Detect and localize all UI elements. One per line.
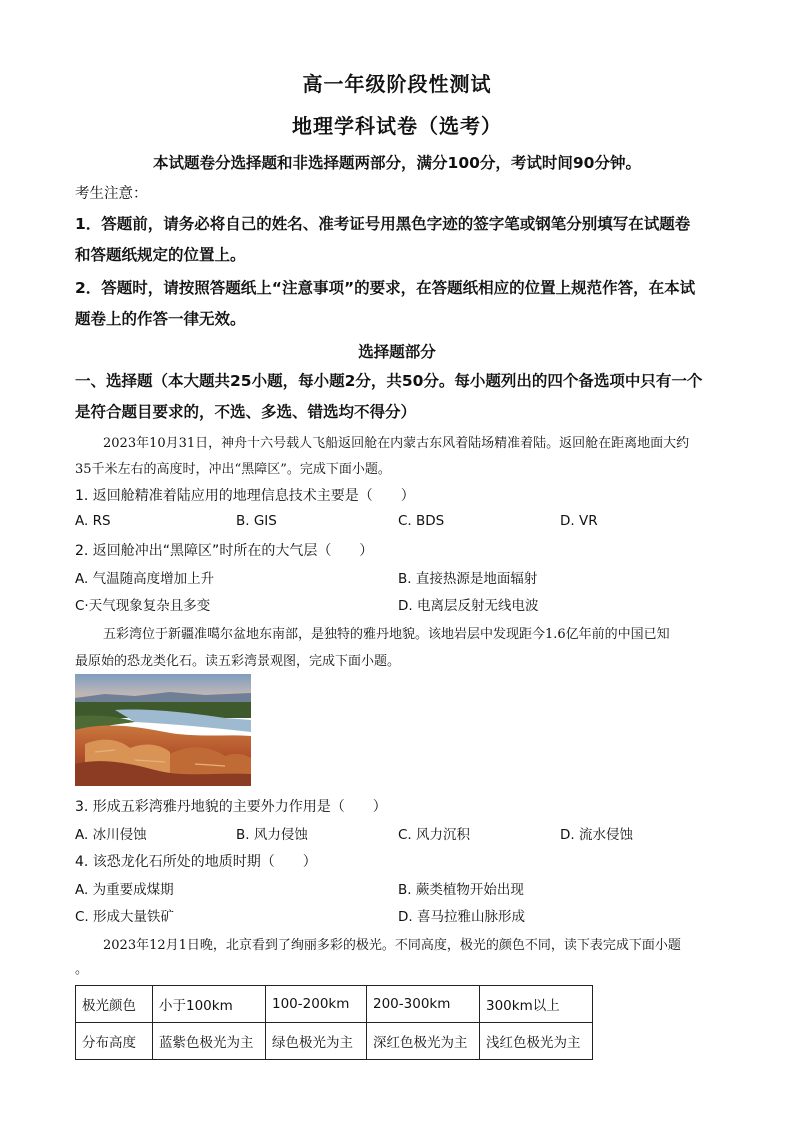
material-3-line-2: 。 (75, 962, 89, 977)
notice-item-1-line-2: 和答题纸规定的位置上。 (75, 246, 246, 264)
question-3-option-c: C. 风力沉积 (398, 827, 471, 843)
table-cell: 深红色极光为主 (367, 1023, 480, 1060)
question-3-option-d: D. 流水侵蚀 (560, 827, 633, 843)
wucaiwan-landscape-photo (75, 674, 251, 786)
table-cell: 极光颜色 (76, 986, 153, 1023)
material-2-line-1: 五彩湾位于新疆准噶尔盆地东南部，是独特的雅丹地貌。该地岩层中发现距今1.6亿年前的中国已知 (103, 627, 670, 642)
table-cell: 300km以上 (480, 986, 593, 1023)
table-row (76, 986, 593, 1023)
table-cell: 分布高度 (76, 1023, 153, 1060)
notice-heading: 考生注意： (75, 186, 148, 202)
question-1-option-c: C. BDS (398, 513, 445, 529)
section-title: 选择题部分 (358, 343, 436, 361)
section-instructions-line-1: 一、选择题（本大题共25小题，每小题2分，共50分。每小题列出的四个备选项中只有一个 (75, 372, 703, 390)
question-1-option-a: A. RS (75, 513, 111, 529)
question-2-stem: 2. 返回舱冲出“黑障区”时所在的大气层（ ） (75, 543, 374, 559)
exam-info: 本试题卷分选择题和非选择题两部分，满分100分，考试时间90分钟。 (153, 154, 641, 172)
question-4-option-a: A. 为重要成煤期 (75, 882, 174, 898)
question-4-option-b: B. 蕨类植物开始出现 (398, 882, 524, 898)
question-1-option-d: D. VR (560, 513, 598, 529)
question-3-option-b: B. 风力侵蚀 (236, 827, 308, 843)
question-2-option-d: D. 电离层反射无线电波 (398, 598, 539, 614)
page-subtitle: 地理学科试卷（选考） (292, 114, 502, 138)
question-2-option-b: B. 直接热源是地面辐射 (398, 571, 538, 587)
table-cell: 浅红色极光为主 (480, 1023, 593, 1060)
question-1-option-b: B. GIS (236, 513, 277, 529)
question-4-option-c: C. 形成大量铁矿 (75, 909, 175, 925)
page-title: 高一年级阶段性测试 (302, 72, 492, 96)
question-3-option-a: A. 冰川侵蚀 (75, 827, 147, 843)
table-cell: 100-200km (266, 986, 367, 1023)
aurora-table (75, 985, 593, 1060)
table-row (76, 1023, 593, 1060)
notice-item-2-line-2: 题卷上的作答一律无效。 (75, 310, 246, 328)
material-3-line-1: 2023年12月1日晚，北京看到了绚丽多彩的极光。不同高度，极光的颜色不同，读下表完成下面小题 (103, 938, 681, 953)
material-1-line-1: 2023年10月31日，神舟十六号载人飞船返回舱在内蒙古东风着陆场精准着陆。返回舱在距离地面大约 (103, 436, 690, 451)
question-4-stem: 4. 该恐龙化石所处的地质时期（ ） (75, 854, 317, 870)
question-2-option-c: C·天气现象复杂且多变 (75, 598, 211, 614)
question-2-option-a: A. 气温随高度增加上升 (75, 571, 215, 587)
section-instructions-line-2: 是符合题目要求的，不选、多选、错选均不得分） (75, 403, 417, 421)
table-cell: 绿色极光为主 (266, 1023, 367, 1060)
question-1-stem: 1. 返回舱精准着陆应用的地理信息技术主要是（ ） (75, 488, 415, 504)
notice-item-1-line-1: 1．答题前，请务必将自己的姓名、准考证号用黑色字迹的签字笔或钢笔分别填写在试题卷 (75, 215, 691, 233)
material-2-line-2: 最原始的恐龙类化石。读五彩湾景观图，完成下面小题。 (75, 654, 401, 669)
material-1-line-2: 35千米左右的高度时，冲出“黑障区”。完成下面小题。 (75, 462, 391, 477)
question-3-stem: 3. 形成五彩湾雅丹地貌的主要外力作用是（ ） (75, 799, 387, 815)
table-cell: 200-300km (367, 986, 480, 1023)
notice-item-2-line-1: 2．答题时，请按照答题纸上“注意事项”的要求，在答题纸相应的位置上规范作答，在本试 (75, 279, 696, 297)
table-cell: 蓝紫色极光为主 (153, 1023, 266, 1060)
question-4-option-d: D. 喜马拉雅山脉形成 (398, 909, 525, 925)
table-cell: 小于100km (153, 986, 266, 1023)
